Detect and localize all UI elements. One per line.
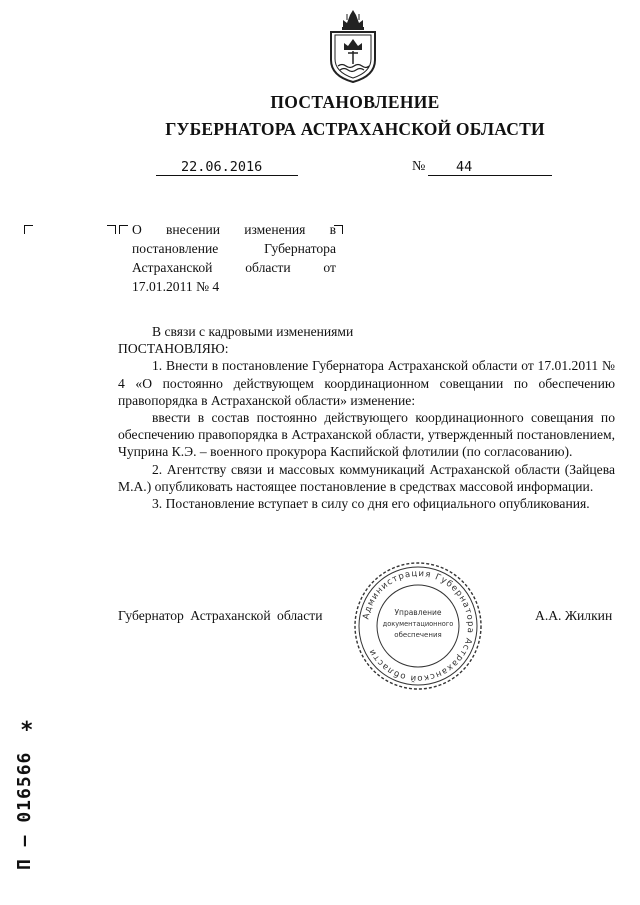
number-sign: № [412, 159, 426, 174]
left-margin-bracket [24, 225, 33, 234]
signatory-position: Губернатор Астраханской области [118, 608, 323, 623]
subject-open-bracket-a [107, 225, 116, 234]
decree-subject: О внесении изменения в постановление Губернатора Астраханской области от 17.01.2011 № 4 [132, 222, 336, 294]
signatory-name: А.А. Жилкин [535, 608, 613, 623]
subject-open-bracket-b [119, 225, 128, 234]
item-1-detail: ввести в состав постоянно действующего координационного совещания по обеспечению правопорядка в Астраханской области, утвержденный постановлением, Чуприна К.Э. – военного прокурора Каспийской флотилии (по согласованию). [118, 410, 615, 460]
decree-word: ПОСТАНОВЛЯЮ: [118, 341, 229, 357]
stamp-outer-text: Администрация Губернатора Астраханской области [361, 568, 476, 684]
date-underline [156, 175, 298, 176]
number-underline [428, 175, 552, 176]
stamp-line-1: Управление [394, 608, 442, 617]
item-1: 1. Внести в постановление Губернатора Астраханской области от 17.01.2011 № 4 «О постоянно действующем координационном совещании по обеспечению правопорядка в Астраханской области» изменение: [118, 358, 615, 408]
serial-number-text: П – 016566 [14, 751, 35, 870]
stamp-line-3: обеспечения [394, 631, 442, 639]
coat-of-arms-emblem [325, 8, 381, 84]
decree-number: 44 [456, 159, 473, 175]
document-type-title: ПОСТАНОВЛЕНИЕ [270, 92, 440, 112]
decree-date: 22.06.2016 [181, 159, 263, 175]
issuer-title: ГУБЕРНАТОРА АСТРАХАНСКОЙ ОБЛАСТИ [165, 119, 545, 139]
stamp-line-2: документационного [382, 620, 454, 628]
item-3: 3. Постановление вступает в силу со дня его официального опубликования. [152, 496, 590, 512]
official-stamp [352, 560, 484, 692]
item-2: 2. Агентству связи и массовых коммуникаций Астраханской области (Зайцева М.А.) опубликовать настоящее постановление в средствах массовой информации. [118, 461, 615, 494]
serial-number [14, 751, 38, 870]
preamble: В связи с кадровыми изменениями [152, 324, 354, 339]
margin-asterisk: * [21, 718, 33, 743]
decree-body [118, 323, 615, 512]
